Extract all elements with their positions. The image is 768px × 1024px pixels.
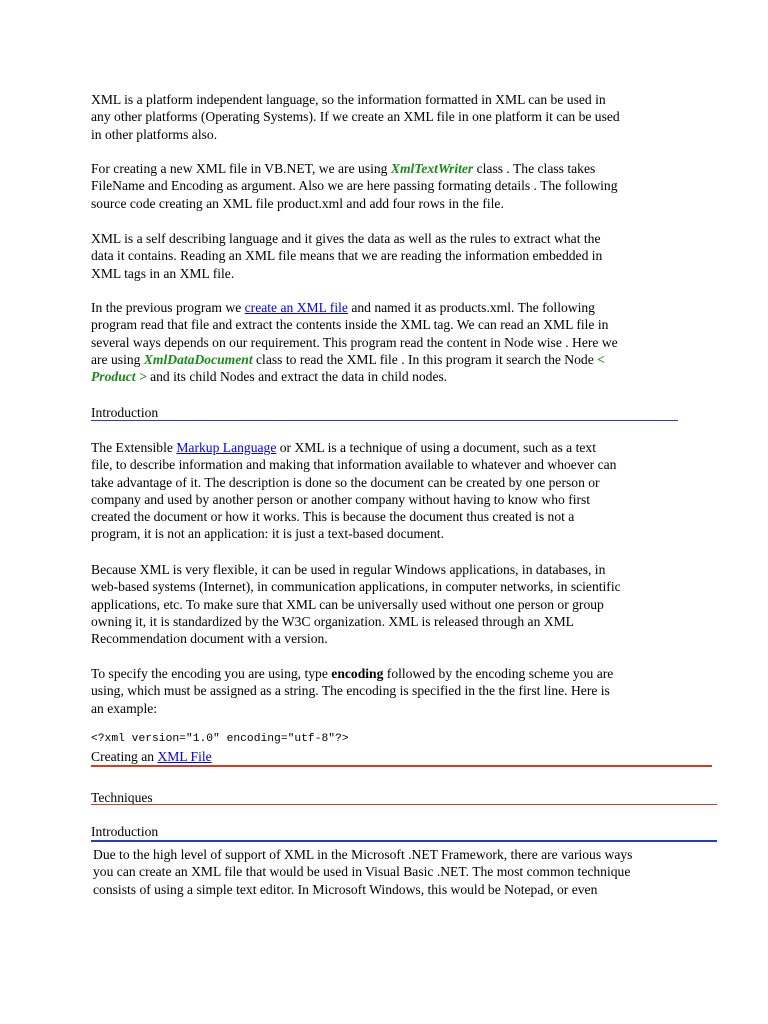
text-line: consists of using a simple text editor. In Microsoft Windows, this would be Notepad, or even xyxy=(93,881,598,897)
node-bracket: < xyxy=(597,351,605,367)
create-xml-file-link[interactable]: create an XML file xyxy=(244,300,348,315)
text-line: several ways depends on our requirement. This program read the content in Node wise . Here we xyxy=(91,334,618,350)
text-line: created the document or how it works. This is because the document thus created is not a xyxy=(91,509,575,525)
class-name-xmldatadocument: XmlDataDocument xyxy=(143,351,253,367)
text-line: an example: xyxy=(91,700,158,716)
heading-rule xyxy=(91,804,717,805)
text-span: or XML is a technique of using a document, such as a text xyxy=(276,440,596,455)
text-line: XML is a self describing language and it gives the data as well as the rules to extract what the xyxy=(91,231,601,246)
text-line: file, to describe information and making that information available to whatever and whoever can xyxy=(91,457,617,473)
paragraph-xml-flexible xyxy=(91,561,691,647)
text-line: in other platforms also. xyxy=(91,126,218,142)
text-line: using, which must be assigned as a string. The encoding is specified in the the first line. Here is xyxy=(91,683,610,699)
class-name-xmltextwriter: XmlTextWriter xyxy=(390,161,474,176)
section-heading-introduction-2: Introduction xyxy=(91,824,159,839)
text-span: class to read the XML file . In this program it search the Node xyxy=(252,351,598,367)
text-line: program read that file and extract the contents inside the XML tag. We can read an XML file in xyxy=(91,317,609,333)
text-line: XML is a platform independent language, so the information formatted in XML can be used in xyxy=(91,92,606,107)
text-line: FileName and Encoding as argument. Also we are here passing formating details . The following xyxy=(91,178,618,194)
heading-rule xyxy=(91,840,717,842)
heading-rule xyxy=(91,765,712,767)
paragraph-reading-xml xyxy=(91,299,691,385)
text-span: For creating a new XML file in VB.NET, we are using xyxy=(91,161,391,176)
text-line: program, it is not an application: it is just a text-based document. xyxy=(91,526,444,542)
text-line xyxy=(91,439,691,456)
section-heading-creating-xml-file xyxy=(91,748,212,765)
text-line: XML tags in an XML file. xyxy=(91,265,235,281)
text-span: followed by the encoding scheme you are xyxy=(383,666,614,681)
heading-text: Creating an xyxy=(91,749,158,764)
node-name-product: Product > xyxy=(91,369,147,385)
text-line: owning it, it is standardized by the W3C organization. XML is released through an XML xyxy=(91,613,574,629)
paragraph-platform-independence xyxy=(91,91,691,143)
text-span: To specify the encoding you are using, type xyxy=(91,666,332,681)
text-line: take advantage of it. The description is done so the document can be created by one person or xyxy=(91,474,600,490)
text-line: you can create an XML file that would be used in Visual Basic .NET. The most common technique xyxy=(93,864,631,880)
paragraph-extensible-markup xyxy=(91,439,691,543)
text-line xyxy=(91,665,691,682)
section-heading-techniques: Techniques xyxy=(91,790,153,805)
text-line: Due to the high level of support of XML in the Microsoft .NET Framework, there are various ways xyxy=(93,847,633,862)
text-line: applications, etc. To make sure that XML can be universally used without one person or group xyxy=(91,596,604,612)
section-heading-introduction: Introduction xyxy=(91,405,159,420)
text-span: class . The class takes xyxy=(473,161,596,176)
markup-language-link[interactable]: Markup Language xyxy=(176,440,277,455)
text-line: source code creating an XML file product.xml and add four rows in the file. xyxy=(91,195,504,211)
paragraph-self-describing xyxy=(91,230,691,282)
text-span: are using xyxy=(91,351,144,367)
text-line xyxy=(91,299,691,316)
text-span: The Extensible xyxy=(91,440,177,455)
heading-rule xyxy=(91,420,678,421)
keyword-encoding: encoding xyxy=(331,666,384,681)
text-line: company and used by another person or another company without having to know who first xyxy=(91,491,591,507)
text-span: In the previous program we xyxy=(91,300,245,315)
text-line xyxy=(91,160,691,177)
text-line: Because XML is very flexible, it can be used in regular Windows applications, in databases, in xyxy=(91,562,606,577)
paragraph-dotnet-support xyxy=(93,846,693,898)
text-line: any other platforms (Operating Systems). If we create an XML file in one platform it can be used xyxy=(91,109,620,125)
text-line xyxy=(91,368,691,385)
paragraph-xmltextwriter xyxy=(91,160,691,212)
xml-file-link[interactable]: XML File xyxy=(157,749,212,764)
code-example-xml-declaration: <?xml version="1.0" encoding="utf-8"?> xyxy=(91,733,349,745)
text-span: and named it as products.xml. The following xyxy=(347,300,595,315)
text-line xyxy=(91,351,691,368)
text-span: and its child Nodes and extract the data in child nodes. xyxy=(146,369,448,385)
text-line: web-based systems (Internet), in communication applications, in computer networks, in scientific xyxy=(91,579,621,595)
text-line: Recommendation document with a version. xyxy=(91,631,328,647)
paragraph-encoding xyxy=(91,665,691,717)
text-line: data it contains. Reading an XML file means that we are reading the information embedded in xyxy=(91,248,603,264)
